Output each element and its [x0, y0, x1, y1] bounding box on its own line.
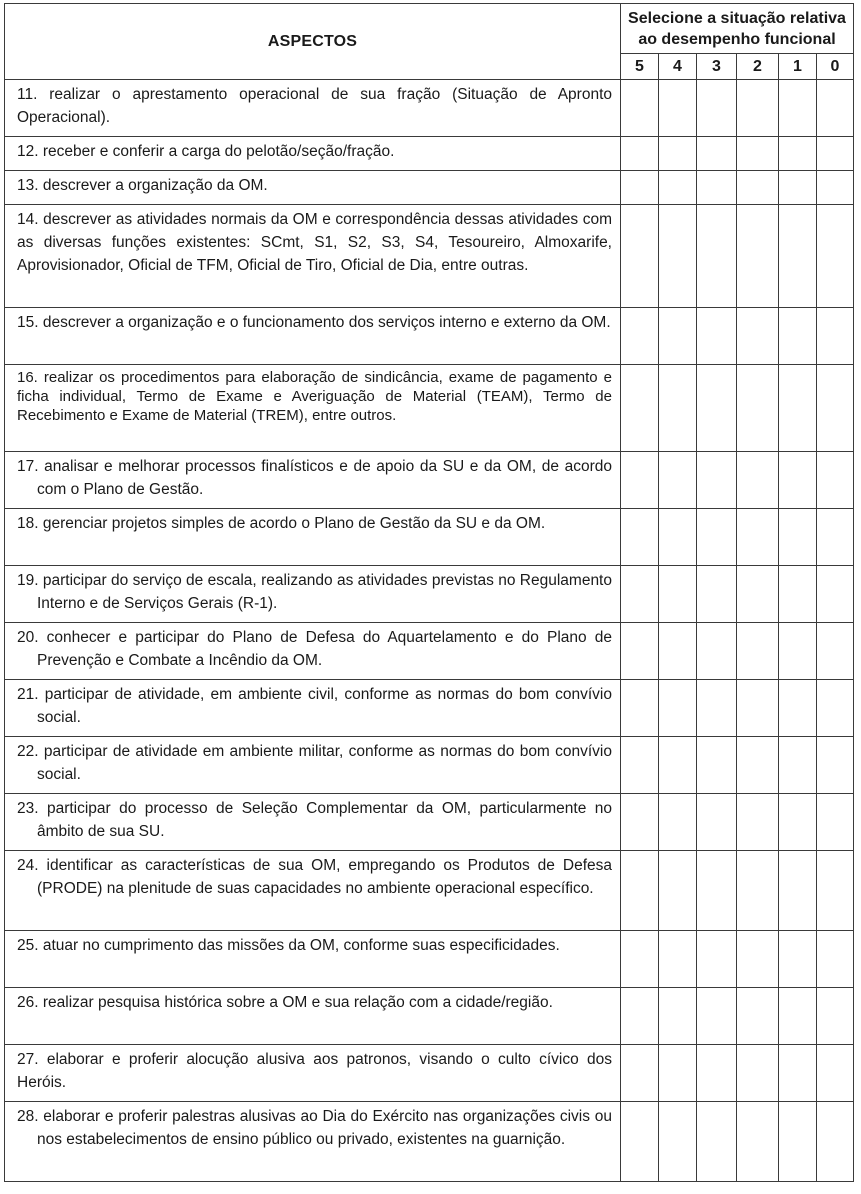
checkbox-cell[interactable] — [621, 171, 659, 205]
checkbox-cell[interactable] — [779, 931, 817, 988]
checkbox-cell[interactable] — [659, 308, 697, 365]
aspect-cell — [5, 680, 621, 737]
checkbox-cell[interactable] — [737, 137, 779, 171]
checkbox-cell[interactable] — [737, 623, 779, 680]
aspect-text: 23. participar do processo de Seleção Complementar da OM, particularmente no âmbito de sua SU. — [17, 800, 612, 840]
checkbox-cell[interactable] — [621, 137, 659, 171]
checkbox-cell[interactable] — [737, 737, 779, 794]
aspect-cell — [5, 988, 621, 1045]
checkbox-cell[interactable] — [697, 794, 737, 851]
aspect-text: 22. participar de atividade em ambiente militar, conforme as normas do bom convívio social. — [17, 743, 612, 783]
checkbox-cell[interactable] — [659, 680, 697, 737]
checkbox-cell[interactable] — [817, 137, 854, 171]
aspect-cell — [5, 452, 621, 509]
aspect-text: 19. participar do serviço de escala, realizando as atividades previstas no Regulamento Interno e de Serviços Gerais (R-1). — [17, 572, 612, 612]
checkbox-cell[interactable] — [621, 851, 659, 931]
checkbox-cell[interactable] — [779, 680, 817, 737]
checkbox-cell[interactable] — [621, 680, 659, 737]
checkbox-cell[interactable] — [659, 80, 697, 137]
checkbox-cell[interactable] — [779, 509, 817, 566]
checkbox-cell[interactable] — [659, 205, 697, 308]
aspect-text: 12. receber e conferir a carga do pelotão/seção/fração. — [17, 143, 395, 160]
aspect-text: 16. realizar os procedimentos para elaboração de sindicância, exame de pagamento e ficha individual, Termo de Exame e Averiguação de Material (TEAM), Termo de Recebimento e Exame de Material (TREM), entre outros. — [17, 369, 612, 424]
table-row — [5, 509, 854, 566]
checkbox-cell[interactable] — [659, 623, 697, 680]
aspect-text: 26. realizar pesquisa histórica sobre a OM e sua relação com a cidade/região. — [17, 994, 553, 1011]
evaluation-table — [4, 3, 854, 1182]
checkbox-cell[interactable] — [697, 509, 737, 566]
table-row — [5, 794, 854, 851]
checkbox-cell[interactable] — [697, 680, 737, 737]
checkbox-cell[interactable] — [659, 794, 697, 851]
checkbox-cell[interactable] — [697, 452, 737, 509]
table-row — [5, 1102, 854, 1182]
checkbox-cell[interactable] — [779, 737, 817, 794]
checkbox-cell[interactable] — [621, 988, 659, 1045]
aspect-text: 21. participar de atividade, em ambiente civil, conforme as normas do bom convívio social. — [17, 686, 612, 726]
checkbox-cell[interactable] — [737, 509, 779, 566]
checkbox-cell[interactable] — [737, 1102, 779, 1182]
aspect-cell — [5, 737, 621, 794]
table-row — [5, 566, 854, 623]
checkbox-cell[interactable] — [621, 205, 659, 308]
table-row — [5, 623, 854, 680]
table-row — [5, 205, 854, 308]
aspect-text: 17. analisar e melhorar processos finalísticos e de apoio da SU e da OM, de acordo com o Plano de Gestão. — [17, 458, 612, 498]
checkbox-cell[interactable] — [817, 566, 854, 623]
aspect-text: 18. gerenciar projetos simples de acordo o Plano de Gestão da SU e da OM. — [17, 515, 546, 532]
checkbox-cell[interactable] — [659, 1045, 697, 1102]
checkbox-cell[interactable] — [779, 171, 817, 205]
checkbox-cell[interactable] — [737, 171, 779, 205]
score-header-1: 1 — [779, 54, 817, 80]
aspect-text: 20. conhecer e participar do Plano de Defesa do Aquartelamento e do Plano de Prevenção e Combate a Incêndio da OM. — [17, 629, 612, 669]
table-row — [5, 452, 854, 509]
checkbox-cell[interactable] — [737, 680, 779, 737]
aspect-cell — [5, 1102, 621, 1182]
checkbox-cell[interactable] — [817, 1102, 854, 1182]
aspect-cell — [5, 931, 621, 988]
aspect-cell — [5, 1045, 621, 1102]
checkbox-cell[interactable] — [817, 680, 854, 737]
aspect-text: 14. descrever as atividades normais da OM e correspondência dessas atividades com as diversas funções existentes: SCmt, S1, S2, S3, S4, Tesoureiro, Almoxarife, Aprovisionador, Oficial de TFM, Oficial de Tiro, Oficial de Dia, entre outras. — [17, 211, 612, 274]
table-row — [5, 851, 854, 931]
checkbox-cell[interactable] — [697, 308, 737, 365]
aspect-text: 25. atuar no cumprimento das missões da OM, conforme suas especificidades. — [17, 937, 560, 954]
score-header-2: 2 — [737, 54, 779, 80]
checkbox-cell[interactable] — [817, 1045, 854, 1102]
table-row — [5, 365, 854, 452]
aspect-cell — [5, 509, 621, 566]
aspectos-header: ASPECTOS — [5, 4, 621, 80]
checkbox-cell[interactable] — [697, 988, 737, 1045]
checkbox-cell[interactable] — [737, 851, 779, 931]
table-row — [5, 308, 854, 365]
checkbox-cell[interactable] — [779, 137, 817, 171]
table-row — [5, 680, 854, 737]
checkbox-cell[interactable] — [737, 80, 779, 137]
checkbox-cell[interactable] — [779, 80, 817, 137]
aspect-cell — [5, 566, 621, 623]
checkbox-cell[interactable] — [737, 931, 779, 988]
checkbox-cell[interactable] — [779, 308, 817, 365]
checkbox-cell[interactable] — [697, 931, 737, 988]
checkbox-cell[interactable] — [659, 137, 697, 171]
checkbox-cell[interactable] — [817, 794, 854, 851]
aspect-cell — [5, 137, 621, 171]
aspect-text: 28. elaborar e proferir palestras alusivas ao Dia do Exército nas organizações civis ou nos estabelecimentos de ensino público ou privado, existentes na guarnição. — [17, 1108, 612, 1148]
checkbox-cell[interactable] — [737, 988, 779, 1045]
checkbox-cell[interactable] — [697, 365, 737, 452]
checkbox-cell[interactable] — [737, 566, 779, 623]
checkbox-cell[interactable] — [779, 851, 817, 931]
checkbox-cell[interactable] — [737, 452, 779, 509]
table-row — [5, 988, 854, 1045]
checkbox-cell[interactable] — [779, 1102, 817, 1182]
aspect-text: 13. descrever a organização da OM. — [17, 177, 268, 194]
checkbox-cell[interactable] — [697, 1045, 737, 1102]
checkbox-cell[interactable] — [817, 851, 854, 931]
checkbox-cell[interactable] — [779, 794, 817, 851]
checkbox-cell[interactable] — [817, 931, 854, 988]
checkbox-cell[interactable] — [659, 452, 697, 509]
checkbox-cell[interactable] — [697, 623, 737, 680]
checkbox-cell[interactable] — [659, 737, 697, 794]
checkbox-cell[interactable] — [779, 623, 817, 680]
table-row — [5, 737, 854, 794]
table-row — [5, 1045, 854, 1102]
aspect-cell — [5, 205, 621, 308]
checkbox-cell[interactable] — [817, 623, 854, 680]
aspect-text: 15. descrever a organização e o funcionamento dos serviços interno e externo da OM. — [17, 314, 611, 331]
checkbox-cell[interactable] — [697, 1102, 737, 1182]
checkbox-cell[interactable] — [817, 205, 854, 308]
checkbox-cell[interactable] — [621, 452, 659, 509]
checkbox-cell[interactable] — [697, 205, 737, 308]
checkbox-cell[interactable] — [659, 851, 697, 931]
checkbox-cell[interactable] — [659, 1102, 697, 1182]
checkbox-cell[interactable] — [697, 80, 737, 137]
score-header-3: 3 — [697, 54, 737, 80]
checkbox-cell[interactable] — [697, 171, 737, 205]
checkbox-cell[interactable] — [621, 80, 659, 137]
aspect-cell — [5, 365, 621, 452]
checkbox-cell[interactable] — [621, 1102, 659, 1182]
checkbox-cell[interactable] — [697, 737, 737, 794]
checkbox-cell[interactable] — [817, 308, 854, 365]
score-header-5: 5 — [621, 54, 659, 80]
aspect-cell — [5, 623, 621, 680]
aspect-cell — [5, 851, 621, 931]
checkbox-cell[interactable] — [779, 365, 817, 452]
checkbox-cell[interactable] — [779, 988, 817, 1045]
checkbox-cell[interactable] — [659, 566, 697, 623]
checkbox-cell[interactable] — [779, 566, 817, 623]
checkbox-cell[interactable] — [697, 851, 737, 931]
checkbox-cell[interactable] — [817, 737, 854, 794]
checkbox-cell[interactable] — [737, 1045, 779, 1102]
checkbox-cell[interactable] — [621, 365, 659, 452]
checkbox-cell[interactable] — [621, 737, 659, 794]
checkbox-cell[interactable] — [621, 566, 659, 623]
checkbox-cell[interactable] — [697, 566, 737, 623]
checkbox-cell[interactable] — [621, 623, 659, 680]
checkbox-cell[interactable] — [779, 452, 817, 509]
table-row — [5, 931, 854, 988]
checkbox-cell[interactable] — [737, 365, 779, 452]
checkbox-cell[interactable] — [817, 171, 854, 205]
checkbox-cell[interactable] — [659, 365, 697, 452]
aspect-text: 27. elaborar e proferir alocução alusiva aos patronos, visando o culto cívico dos Heróis. — [17, 1051, 612, 1091]
table-row — [5, 80, 854, 137]
checkbox-cell[interactable] — [817, 80, 854, 137]
checkbox-cell[interactable] — [737, 794, 779, 851]
checkbox-cell[interactable] — [659, 931, 697, 988]
checkbox-cell[interactable] — [659, 509, 697, 566]
checkbox-cell[interactable] — [621, 308, 659, 365]
aspect-cell — [5, 80, 621, 137]
checkbox-cell[interactable] — [779, 205, 817, 308]
score-header-0: 0 — [817, 54, 854, 80]
table-row — [5, 137, 854, 171]
checkbox-cell[interactable] — [659, 171, 697, 205]
aspect-text: 11. realizar o aprestamento operacional de sua fração (Situação de Apronto Operacional). — [17, 86, 612, 126]
checkbox-cell[interactable] — [779, 1045, 817, 1102]
checkbox-cell[interactable] — [621, 1045, 659, 1102]
checkbox-cell[interactable] — [697, 137, 737, 171]
aspect-cell — [5, 308, 621, 365]
situacao-header — [621, 4, 854, 54]
checkbox-cell[interactable] — [737, 308, 779, 365]
aspect-cell — [5, 794, 621, 851]
situacao-header-line2: ao desempenho funcional — [638, 30, 836, 48]
score-header-4: 4 — [659, 54, 697, 80]
checkbox-cell[interactable] — [737, 205, 779, 308]
checkbox-cell[interactable] — [621, 794, 659, 851]
checkbox-cell[interactable] — [817, 365, 854, 452]
situacao-header-line1: Selecione a situação relativa — [628, 9, 846, 27]
checkbox-cell[interactable] — [621, 509, 659, 566]
checkbox-cell[interactable] — [817, 509, 854, 566]
checkbox-cell[interactable] — [621, 931, 659, 988]
aspect-cell — [5, 171, 621, 205]
checkbox-cell[interactable] — [817, 452, 854, 509]
aspect-text: 24. identificar as características de sua OM, empregando os Produtos de Defesa (PRODE) na plenitude de suas capacidades no ambiente operacional específico. — [17, 857, 612, 897]
checkbox-cell[interactable] — [817, 988, 854, 1045]
table-row — [5, 171, 854, 205]
checkbox-cell[interactable] — [659, 988, 697, 1045]
